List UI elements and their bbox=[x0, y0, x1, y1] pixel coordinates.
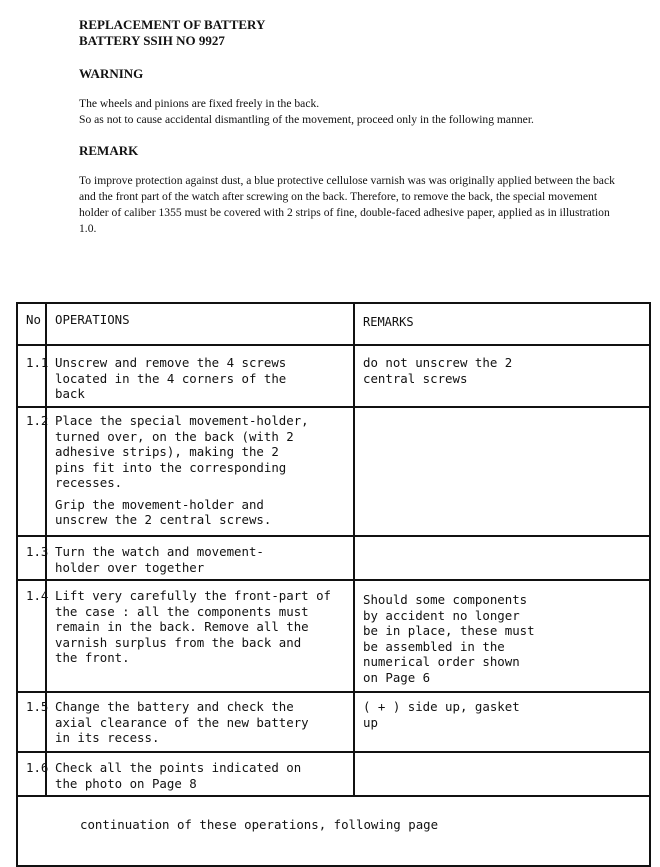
row-remark bbox=[354, 536, 650, 580]
remark-text: ( + ) side up, gasket up bbox=[363, 699, 520, 730]
operation-text-continued: Grip the movement-holder and unscrew the 2 central screws. bbox=[55, 496, 272, 527]
remark-heading: REMARK bbox=[79, 143, 139, 158]
remark-text bbox=[79, 173, 627, 237]
row-operation bbox=[46, 345, 354, 407]
operation-text: Unscrew and remove the 4 screws located in the 4 corners of the back bbox=[55, 355, 287, 401]
operation-text: Lift very carefully the front-part of the case : all the components must remain in the back. Remove all the varnish surplus from the back and the front. bbox=[55, 588, 332, 665]
row-number: 1.5 bbox=[17, 692, 46, 752]
footer-continuation: continuation of these operations, following page bbox=[17, 796, 650, 866]
operations-table bbox=[16, 302, 651, 867]
operation-text: Check all the points indicated on the photo on Page 8 bbox=[55, 760, 302, 791]
row-remark bbox=[354, 407, 650, 536]
title-line-2: BATTERY SSIH NO 9927 bbox=[79, 33, 225, 48]
row-operation bbox=[46, 536, 354, 580]
row-remark bbox=[354, 580, 650, 692]
row-number: 1.3 bbox=[17, 536, 46, 580]
row-number: 1.6 bbox=[17, 752, 46, 796]
warning-text bbox=[79, 96, 629, 128]
operation-text: Change the battery and check the axial clearance of the new battery in its recess. bbox=[55, 699, 309, 745]
operation-text: Place the special movement-holder, turned over, on the back (with 2 adhesive strips), making the 2 pins fit into the corresponding recesses. bbox=[55, 413, 309, 490]
header-no: No bbox=[17, 303, 46, 345]
table-row bbox=[17, 752, 650, 796]
title-line-1: REPLACEMENT OF BATTERY bbox=[79, 17, 266, 32]
document-title bbox=[79, 17, 265, 49]
row-operation bbox=[46, 580, 354, 692]
table-row bbox=[17, 580, 650, 692]
row-operation bbox=[46, 692, 354, 752]
table-header-row bbox=[17, 303, 650, 345]
row-number: 1.1 bbox=[17, 345, 46, 407]
table-row bbox=[17, 407, 650, 536]
remark-text: Should some components by accident no longer be in place, these must be assembled in the numerical order shown on Page 6 bbox=[363, 592, 535, 685]
row-remark bbox=[354, 692, 650, 752]
warning-line-2: So as not to cause accidental dismantling of the movement, proceed only in the following manner. bbox=[79, 113, 534, 126]
remark-paragraph: To improve protection against dust, a blue protective cellulose varnish was was originally applied between the back and the front part of the watch after screwing on the back. Therefore, to remove the back, the special movement holder of caliber 1355 must be covered with 2 strips of fine, double-faced adhesive paper, applied as in illustration 1.0. bbox=[79, 174, 615, 235]
row-remark bbox=[354, 345, 650, 407]
remark-text: do not unscrew the 2 central screws bbox=[363, 355, 513, 386]
row-number: 1.2 bbox=[17, 407, 46, 536]
header-operations: OPERATIONS bbox=[46, 303, 354, 345]
header-remarks: REMARKS bbox=[354, 303, 650, 345]
warning-line-1: The wheels and pinions are fixed freely in the back. bbox=[79, 97, 320, 110]
row-remark bbox=[354, 752, 650, 796]
table-row bbox=[17, 536, 650, 580]
table-row bbox=[17, 692, 650, 752]
warning-heading: WARNING bbox=[79, 66, 144, 81]
row-operation bbox=[46, 407, 354, 536]
table-row bbox=[17, 345, 650, 407]
row-operation bbox=[46, 752, 354, 796]
operation-text: Turn the watch and movement- holder over together bbox=[55, 544, 264, 575]
row-number: 1.4 bbox=[17, 580, 46, 692]
table-footer-row bbox=[17, 796, 650, 866]
